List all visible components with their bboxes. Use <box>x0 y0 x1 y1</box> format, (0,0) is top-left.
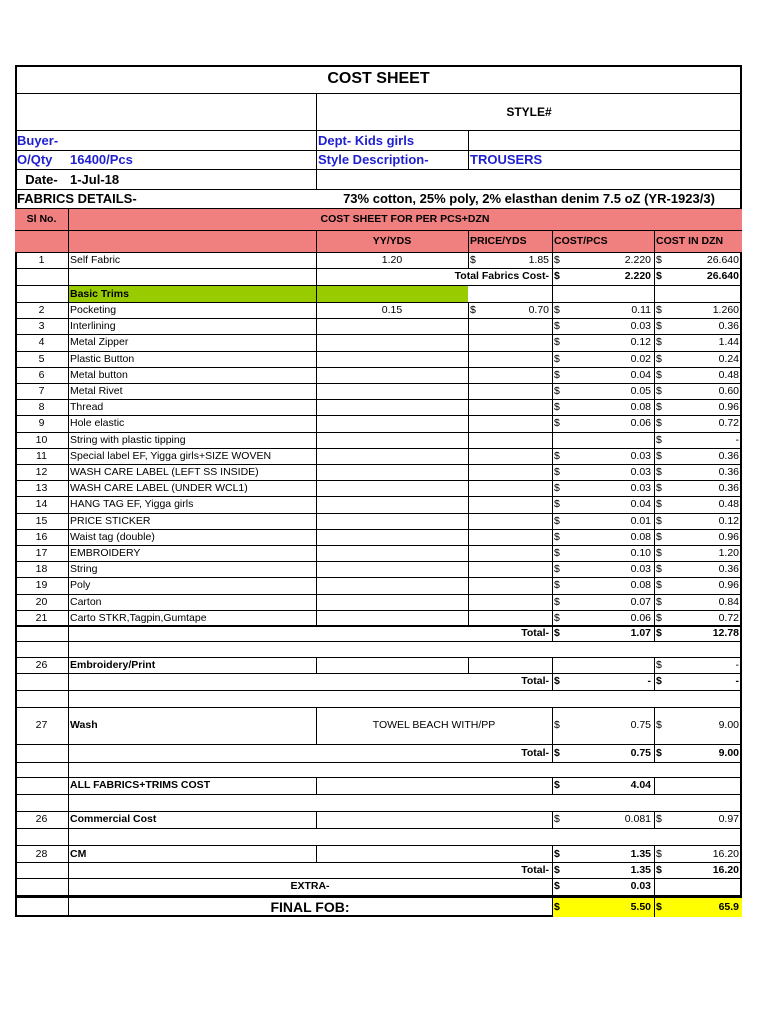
fabric-details-label: FABRICS DETAILS- <box>17 191 137 206</box>
trim-item: WASH CARE LABEL (UNDER WCL1) <box>70 481 248 494</box>
trims-total-pcs-currency: $ <box>554 627 560 640</box>
wash-sl: 27 <box>35 719 48 732</box>
wash-desc: TOWEL BEACH WITH/PP <box>372 719 496 732</box>
trim-cost-dzn: 0.36 <box>718 562 739 575</box>
cm-total-dzn-currency: $ <box>656 863 662 876</box>
grid-line <box>15 93 742 94</box>
grid-line <box>654 777 655 794</box>
grid-line <box>654 657 655 690</box>
grid-line <box>316 230 317 302</box>
all-cost-pcs: 4.04 <box>630 779 651 792</box>
grid-line <box>15 744 742 745</box>
grid-line <box>654 625 655 641</box>
grid-line <box>15 657 742 658</box>
grid-line <box>552 625 553 641</box>
grid-line <box>468 130 469 169</box>
price-yds-header: PRICE/YDS <box>470 235 527 248</box>
fabric-cost-pcs: 2.220 <box>624 253 651 266</box>
trim-cost-pcs: 0.06 <box>630 611 651 624</box>
trim-item: Special label EF, Yigga girls+SIZE WOVEN <box>70 449 272 462</box>
cost-pcs-header: COST/PCS <box>554 235 608 248</box>
grid-line <box>468 302 469 626</box>
trim-cost-dzn-currency: $ <box>656 352 662 365</box>
trim-cost-dzn: 0.48 <box>718 368 739 381</box>
fabric-sl: 1 <box>38 253 45 266</box>
trim-cost-dzn-currency: $ <box>656 368 662 381</box>
trim-cost-dzn: 0.84 <box>718 595 739 608</box>
grid-line <box>15 625 742 627</box>
trim-cost-dzn-currency: $ <box>656 579 662 592</box>
trim-cost-pcs: 0.10 <box>630 546 651 559</box>
trim-cost-dzn-currency: $ <box>656 546 662 559</box>
extra-label: EXTRA- <box>290 880 330 893</box>
wash-cost-dzn: 9.00 <box>718 719 739 732</box>
trim-sl: 18 <box>35 562 48 575</box>
grid-line <box>15 707 742 708</box>
fabric-total-pcs-currency: $ <box>554 270 560 283</box>
cost-sheet-banner: COST SHEET FOR PER PCS+DZN <box>320 213 490 226</box>
trim-yy: 0.15 <box>381 303 403 316</box>
trim-item: String with plastic tipping <box>70 433 186 446</box>
trim-cost-dzn-currency: $ <box>656 595 662 608</box>
trim-cost-pcs: 0.04 <box>630 498 651 511</box>
grid-line <box>15 208 742 209</box>
trim-sl: 15 <box>35 514 48 527</box>
grid-line <box>654 302 655 626</box>
trim-sl: 16 <box>35 530 48 543</box>
wash-total-label: Total- <box>521 746 549 759</box>
trim-cost-pcs: 0.01 <box>630 514 651 527</box>
embroidery-item: Embroidery/Print <box>70 658 156 671</box>
grid-line <box>15 845 742 846</box>
trim-cost-pcs: 0.12 <box>630 336 651 349</box>
grid-line <box>15 268 742 269</box>
trim-item: EMBROIDERY <box>70 546 141 559</box>
trim-cost-dzn: 0.36 <box>718 465 739 478</box>
trim-cost-pcs: 0.11 <box>631 303 651 316</box>
trims-total-dzn-currency: $ <box>656 627 662 640</box>
cm-cost-dzn: 16.20 <box>712 847 739 860</box>
fabric-total-label: Total Fabrics Cost- <box>454 270 549 283</box>
trim-cost-dzn: 0.60 <box>718 384 739 397</box>
trim-sl: 12 <box>35 465 48 478</box>
trim-sl: 19 <box>35 579 48 592</box>
trim-cost-dzn: 1.44 <box>718 336 739 349</box>
trim-sl: 13 <box>35 481 48 494</box>
embroidery-total-pcs: - <box>647 675 651 688</box>
trim-sl: 11 <box>36 449 47 462</box>
trim-cost-dzn-currency: $ <box>656 384 662 397</box>
wash-cost-pcs-currency: $ <box>554 719 560 732</box>
fabric-cost-dzn-currency: $ <box>656 253 662 266</box>
trim-sl: 3 <box>38 319 45 332</box>
trim-cost-pcs: 0.04 <box>630 368 651 381</box>
grid-line <box>654 230 655 302</box>
trim-cost-pcs-currency: $ <box>554 481 560 494</box>
grid-line <box>654 707 655 762</box>
trim-cost-pcs: 0.08 <box>630 530 651 543</box>
grid-line <box>552 845 553 917</box>
trim-cost-dzn: 0.96 <box>718 400 739 413</box>
trim-cost-dzn: - <box>735 433 739 446</box>
date-value: 1-Jul-18 <box>70 171 120 187</box>
trim-item: Hole elastic <box>70 417 125 430</box>
embroidery-sl: 26 <box>35 658 48 671</box>
trim-cost-dzn: 0.48 <box>718 498 739 511</box>
cm-item: CM <box>70 847 87 860</box>
grid-line <box>552 777 553 794</box>
grid-line <box>552 657 553 690</box>
trim-sl: 17 <box>35 546 48 559</box>
fabric-total-pcs: 2.220 <box>624 270 651 283</box>
grid-line <box>15 641 742 642</box>
fabric-total-dzn-currency: $ <box>656 270 662 283</box>
final-fob-pcs-currency: $ <box>554 900 560 913</box>
trim-item: Metal button <box>70 368 128 381</box>
wash-total-dzn-currency: $ <box>656 746 662 759</box>
trim-cost-dzn-currency: $ <box>656 498 662 511</box>
grid-line <box>15 169 742 170</box>
commercial-cost-pcs: 0.081 <box>624 813 651 826</box>
date-label: Date- <box>25 171 58 187</box>
page-title: COST SHEET <box>327 70 430 87</box>
fabric-cost-dzn: 26.640 <box>706 253 739 266</box>
cost-dzn-header: COST IN DZN <box>656 235 724 248</box>
grid-line <box>15 878 742 879</box>
fabric-cost-pcs-currency: $ <box>554 253 560 266</box>
wash-cost-dzn-currency: $ <box>656 719 662 732</box>
trim-cost-pcs-currency: $ <box>554 400 560 413</box>
trim-cost-dzn: 0.12 <box>718 514 739 527</box>
cm-total-pcs-currency: $ <box>554 863 560 876</box>
grid-line <box>316 302 317 626</box>
cm-cost-pcs: 1.35 <box>630 847 651 860</box>
trim-cost-dzn-currency: $ <box>656 336 662 349</box>
trim-cost-pcs-currency: $ <box>554 449 560 462</box>
trim-sl: 5 <box>38 352 45 365</box>
trim-cost-pcs: 0.03 <box>630 449 651 462</box>
trim-cost-pcs: 0.03 <box>630 319 651 332</box>
trim-sl: 7 <box>38 384 45 397</box>
grid-line <box>316 811 317 828</box>
trim-cost-pcs-currency: $ <box>554 530 560 543</box>
trim-cost-dzn: 0.72 <box>718 417 739 430</box>
trim-cost-pcs-currency: $ <box>554 579 560 592</box>
trim-cost-dzn: 0.72 <box>718 611 739 624</box>
trim-item: Thread <box>70 400 104 413</box>
grid-line <box>552 302 553 626</box>
wash-total-pcs: 0.75 <box>630 746 651 759</box>
grid-line <box>316 845 317 862</box>
grid-line <box>552 707 553 762</box>
trim-cost-pcs: 0.05 <box>630 384 651 397</box>
trim-cost-pcs-currency: $ <box>554 465 560 478</box>
trim-cost-dzn-currency: $ <box>656 433 662 446</box>
trim-cost-pcs-currency: $ <box>554 384 560 397</box>
trim-sl: 21 <box>35 611 48 624</box>
extra-cost-pcs-currency: $ <box>554 880 560 893</box>
grid-line <box>15 189 742 190</box>
fabric-total-dzn: 26.640 <box>706 270 739 283</box>
style-label: STYLE# <box>506 105 552 119</box>
trim-cost-pcs-currency: $ <box>554 595 560 608</box>
trim-item: HANG TAG EF, Yigga girls <box>70 498 194 511</box>
trim-cost-dzn: 0.96 <box>718 579 739 592</box>
trim-price-currency: $ <box>470 303 476 316</box>
embroidery-total-dzn: - <box>735 675 739 688</box>
grid-line <box>15 794 742 795</box>
trim-cost-pcs: 0.03 <box>630 481 651 494</box>
fabric-price-currency: $ <box>470 253 476 266</box>
trim-cost-dzn-currency: $ <box>656 449 662 462</box>
trim-item: Metal Zipper <box>70 336 129 349</box>
trim-cost-pcs-currency: $ <box>554 368 560 381</box>
final-fob-dzn-currency: $ <box>656 900 662 913</box>
trim-item: PRICE STICKER <box>70 514 151 527</box>
grid-line <box>68 208 69 917</box>
trims-total-dzn: 12.78 <box>712 627 739 640</box>
trim-item: Metal Rivet <box>70 384 123 397</box>
trim-cost-pcs-currency: $ <box>554 319 560 332</box>
grid-line <box>15 762 742 763</box>
trim-cost-pcs-currency: $ <box>554 562 560 575</box>
trim-cost-pcs-currency: $ <box>554 546 560 559</box>
trim-cost-dzn-currency: $ <box>656 303 662 316</box>
trim-cost-pcs-currency: $ <box>554 336 560 349</box>
cm-total-dzn: 16.20 <box>712 863 739 876</box>
trim-cost-dzn: 0.36 <box>718 319 739 332</box>
trim-item: Pocketing <box>70 303 117 316</box>
wash-cost-pcs: 0.75 <box>630 719 651 732</box>
grid-line <box>468 230 469 268</box>
trim-sl: 9 <box>38 417 45 430</box>
grid-line <box>15 252 742 253</box>
trim-sl: 8 <box>38 400 45 413</box>
trim-item: Waist tag (double) <box>70 530 155 543</box>
fabric-price: 1.85 <box>528 253 549 266</box>
trim-cost-pcs-currency: $ <box>554 303 560 316</box>
basic-trims-label: Basic Trims <box>70 287 129 300</box>
grid-line <box>654 811 655 828</box>
buyer-label: Buyer- <box>17 133 59 148</box>
trim-sl: 6 <box>38 368 45 381</box>
trim-item: Plastic Button <box>70 352 135 365</box>
final-fob-pcs: 5.50 <box>630 900 651 913</box>
trim-cost-dzn-currency: $ <box>656 417 662 430</box>
fabric-details-value: 73% cotton, 25% poly, 2% elasthan denim 7.5 oZ (YR-1923/3) <box>343 191 715 206</box>
trim-item: Carton <box>70 595 102 608</box>
grid-line <box>552 230 553 302</box>
trim-cost-dzn-currency: $ <box>656 465 662 478</box>
style-desc-value: TROUSERS <box>470 152 543 167</box>
commercial-sl: 26 <box>35 813 48 826</box>
trim-cost-pcs-currency: $ <box>554 498 560 511</box>
trim-item: WASH CARE LABEL (LEFT SS INSIDE) <box>70 465 259 478</box>
trim-cost-pcs: 0.02 <box>630 352 651 365</box>
trim-cost-dzn-currency: $ <box>656 481 662 494</box>
grid-line <box>316 707 317 744</box>
dept-label: Dept- Kids girls <box>318 133 415 148</box>
trim-cost-pcs: 0.07 <box>630 595 651 608</box>
grid-line <box>15 673 742 674</box>
trim-cost-dzn-currency: $ <box>656 530 662 543</box>
grid-line <box>316 93 317 189</box>
trim-cost-pcs: 0.06 <box>630 417 651 430</box>
commercial-cost-dzn: 0.97 <box>718 813 739 826</box>
trim-cost-dzn: 1.260 <box>712 303 739 316</box>
trim-price: 0.70 <box>528 303 549 316</box>
yy-yds-header: YY/YDS <box>372 235 412 248</box>
final-fob-dzn: 65.9 <box>718 900 739 913</box>
all-cost-label: ALL FABRICS+TRIMS COST <box>70 779 211 792</box>
grid-line <box>15 811 742 812</box>
oqty-value: 16400/Pcs <box>70 152 133 167</box>
trim-cost-pcs-currency: $ <box>554 417 560 430</box>
grid-line <box>15 896 742 898</box>
extra-cost-pcs: 0.03 <box>630 880 651 893</box>
fabric-yy: 1.20 <box>381 253 403 266</box>
grid-line <box>15 777 742 778</box>
trim-cost-pcs: 0.03 <box>630 562 651 575</box>
trim-cost-dzn-currency: $ <box>656 562 662 575</box>
trim-item: Carto STKR,Tagpin,Gumtape <box>70 611 207 624</box>
cm-cost-pcs-currency: $ <box>554 847 560 860</box>
commercial-cost-pcs-currency: $ <box>554 813 560 826</box>
grid-line <box>654 845 655 917</box>
trim-cost-dzn: 0.36 <box>718 481 739 494</box>
grid-line <box>15 230 742 231</box>
trim-cost-pcs-currency: $ <box>554 611 560 624</box>
embroidery-total-dzn-currency: $ <box>656 675 662 688</box>
trim-cost-pcs-currency: $ <box>554 514 560 527</box>
wash-item: Wash <box>70 719 98 732</box>
cm-total-pcs: 1.35 <box>630 863 651 876</box>
trim-item: String <box>70 562 98 575</box>
cm-cost-dzn-currency: $ <box>656 847 662 860</box>
trim-cost-pcs: 0.03 <box>630 465 651 478</box>
trims-total-label: Total- <box>521 627 549 640</box>
cm-total-label: Total- <box>521 863 549 876</box>
embroidery-total-label: Total- <box>521 675 549 688</box>
sl-no-header: Sl No. <box>26 213 57 226</box>
commercial-item: Commercial Cost <box>70 813 157 826</box>
grid-line <box>15 828 742 829</box>
wash-total-dzn: 9.00 <box>718 746 739 759</box>
grid-line <box>552 811 553 828</box>
style-desc-label: Style Description- <box>318 152 429 167</box>
trim-cost-pcs-currency: $ <box>554 352 560 365</box>
trim-cost-dzn: 0.24 <box>718 352 739 365</box>
embroidery-cost-dzn-currency: $ <box>656 658 662 671</box>
grid-line <box>468 657 469 673</box>
trim-sl: 14 <box>35 498 48 511</box>
grid-line <box>15 285 742 286</box>
trim-cost-dzn: 0.36 <box>718 449 739 462</box>
trim-cost-dzn: 1.20 <box>718 546 739 559</box>
grid-line <box>15 862 742 863</box>
trim-cost-dzn-currency: $ <box>656 319 662 332</box>
all-cost-pcs-currency: $ <box>554 779 560 792</box>
trim-cost-dzn-currency: $ <box>656 611 662 624</box>
trim-item: Poly <box>70 579 91 592</box>
trim-cost-dzn-currency: $ <box>656 514 662 527</box>
trim-sl: 4 <box>38 336 45 349</box>
grid-line <box>316 777 317 794</box>
trims-total-pcs: 1.07 <box>630 627 651 640</box>
grid-line <box>15 302 742 303</box>
grid-line <box>316 657 317 673</box>
oqty-label: O/Qty <box>17 152 53 167</box>
embroidery-total-pcs-currency: $ <box>554 675 560 688</box>
embroidery-cost-dzn: - <box>735 658 739 671</box>
trim-cost-dzn-currency: $ <box>656 400 662 413</box>
final-fob-label: FINAL FOB: <box>270 899 350 915</box>
grid-line <box>15 130 742 131</box>
cm-sl: 28 <box>35 847 48 860</box>
trim-cost-pcs: 0.08 <box>630 400 651 413</box>
grid-line <box>15 690 742 691</box>
trim-cost-dzn: 0.96 <box>718 530 739 543</box>
trim-sl: 2 <box>38 303 45 316</box>
trim-sl: 20 <box>35 595 48 608</box>
grid-line <box>15 150 742 151</box>
wash-total-pcs-currency: $ <box>554 746 560 759</box>
commercial-cost-dzn-currency: $ <box>656 813 662 826</box>
trim-cost-pcs: 0.08 <box>630 579 651 592</box>
fabric-item: Self Fabric <box>70 253 121 266</box>
trim-item: Interlining <box>70 319 116 332</box>
trim-sl: 10 <box>35 433 48 446</box>
